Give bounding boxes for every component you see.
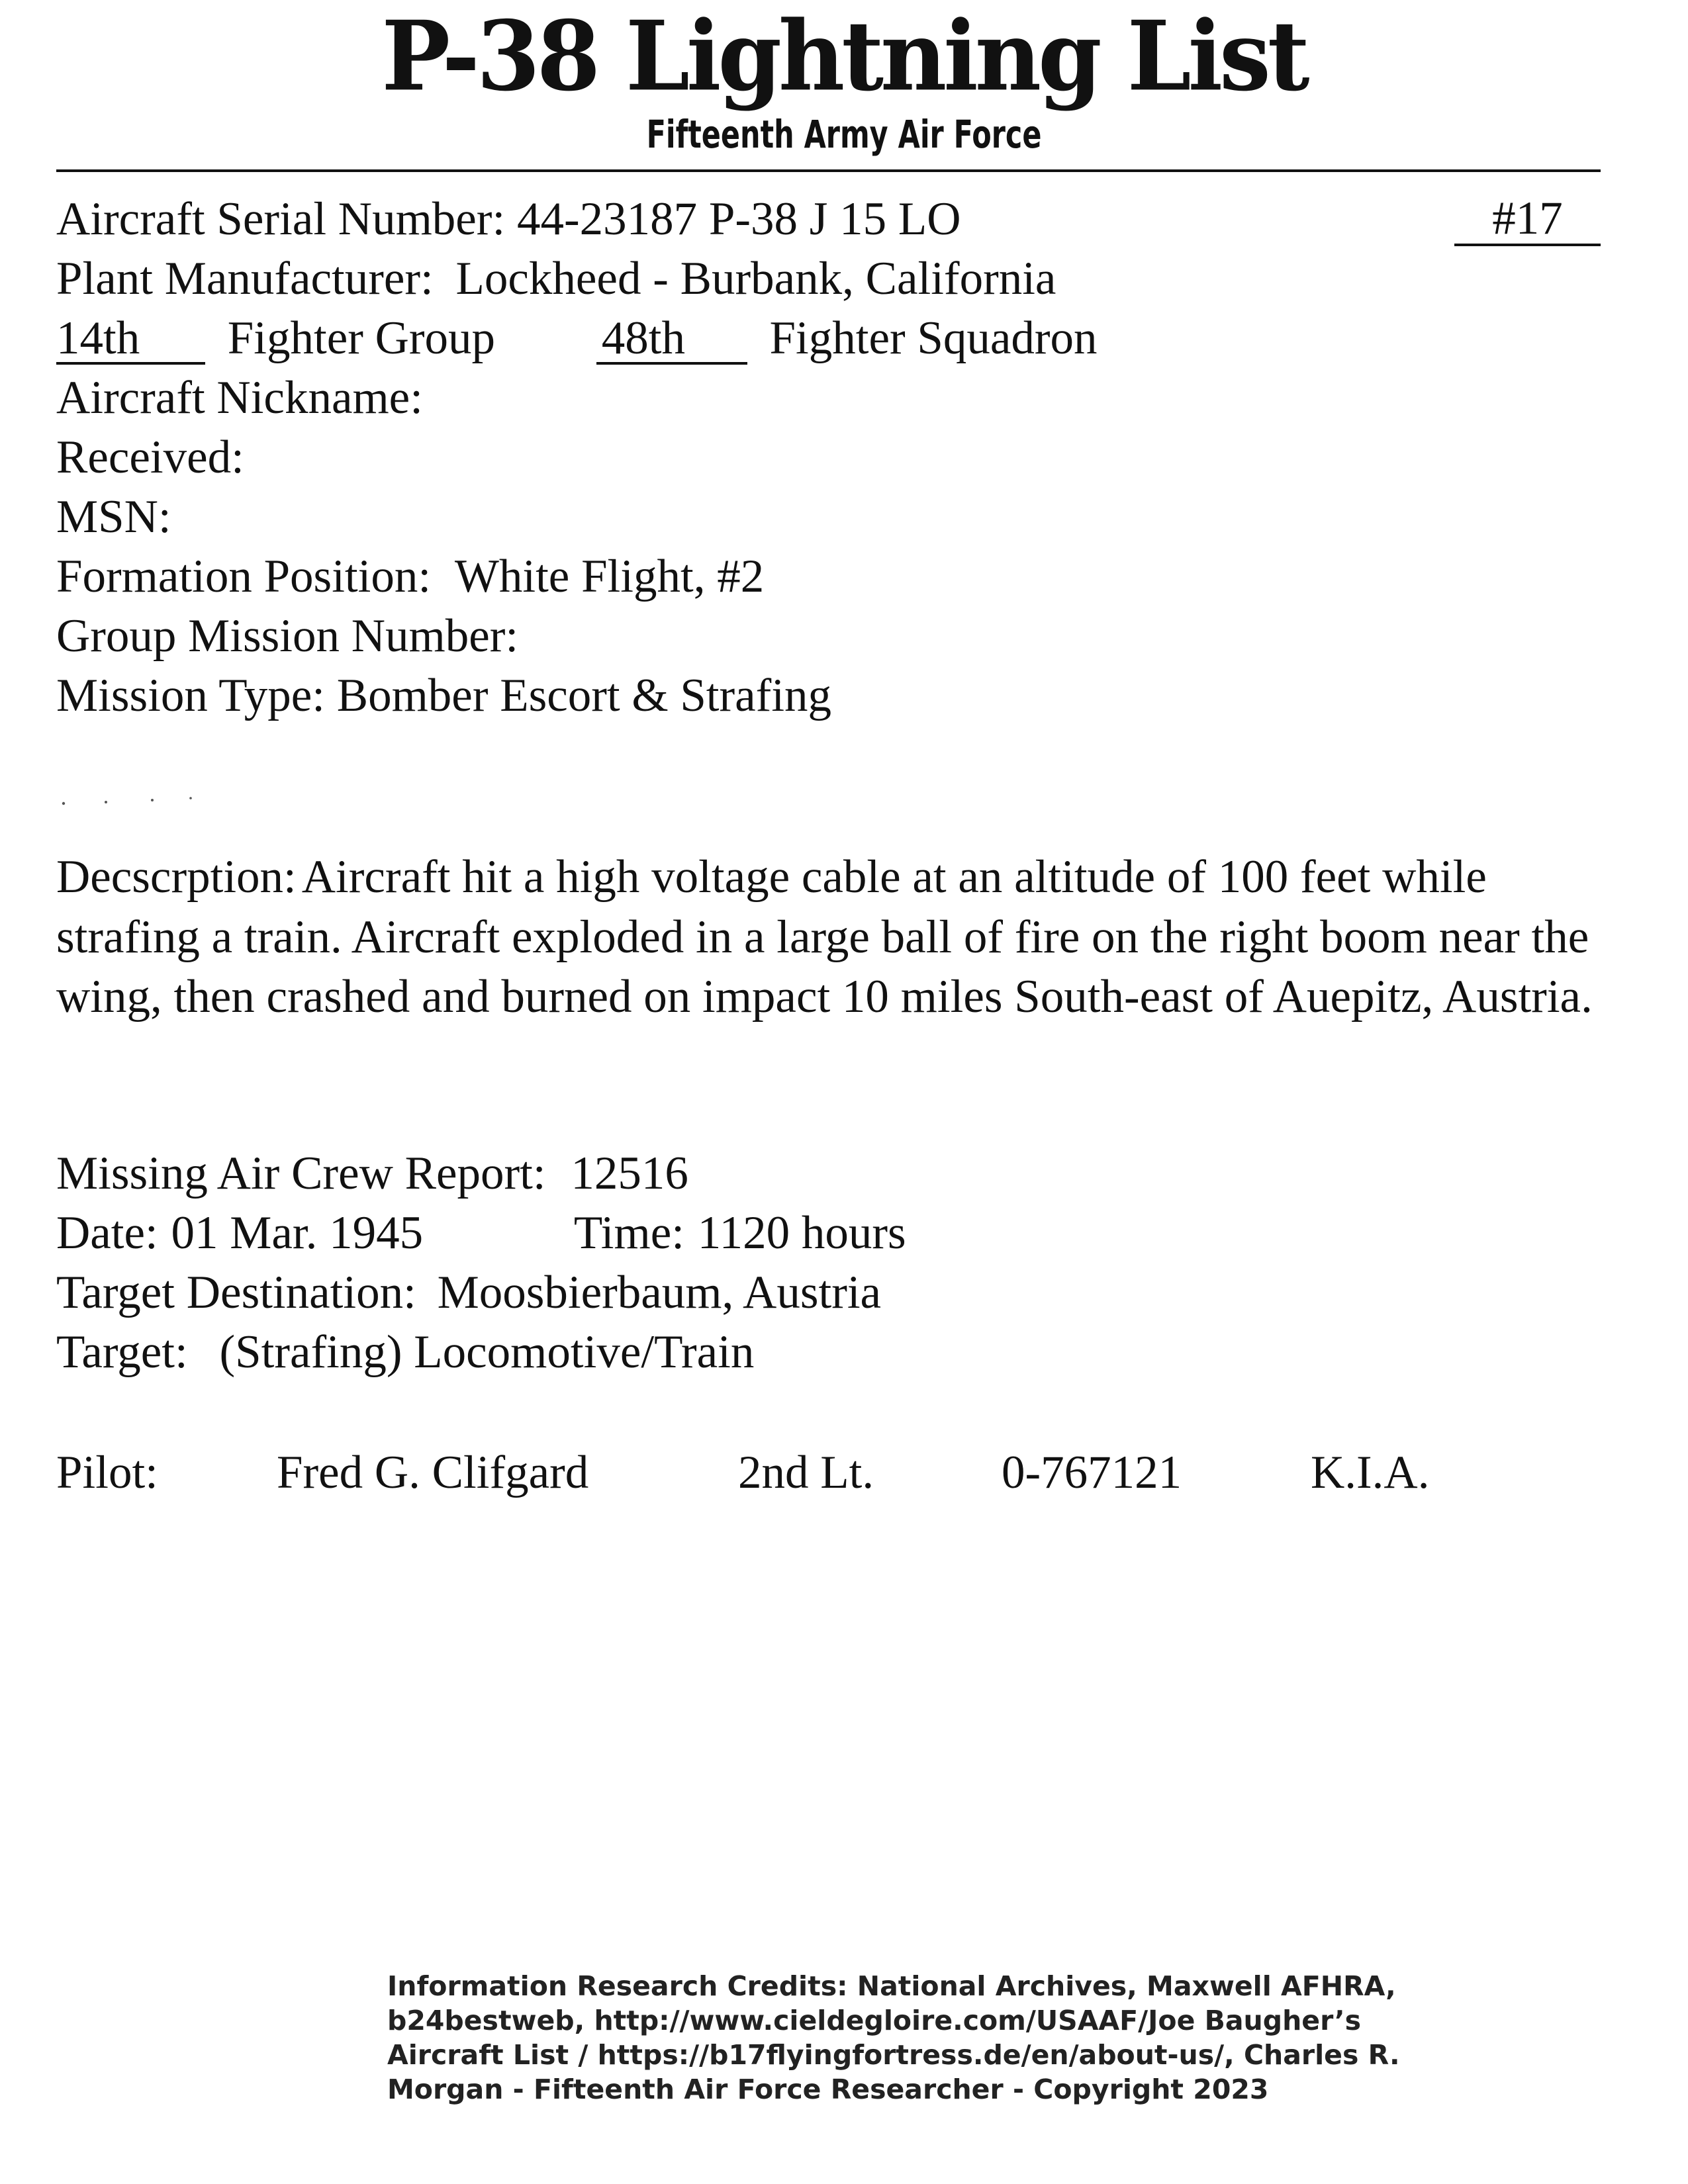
target-value: (Strafing) Locomotive/Train (219, 1326, 755, 1378)
list-number: #17 (1454, 195, 1601, 246)
description-label: Decscrption: (56, 851, 297, 903)
formation-label: Formation Position: (56, 551, 432, 602)
macr-label: Missing Air Crew Report: (56, 1148, 546, 1199)
mission-type-value: Bomber Escort & Strafing (336, 670, 832, 721)
credits-line-2: b24bestweb, http://www.cieldegloire.com/USAAF/Joe Baugher’s (387, 2005, 1362, 2036)
header-divider (56, 169, 1601, 172)
msn-row (56, 491, 171, 543)
serial-label: Aircraft Serial Number: (56, 193, 506, 245)
fighter-squadron-label: Fighter Squadron (769, 312, 1098, 364)
manufacturer-value: Lockheed - Burbank, California (455, 253, 1056, 304)
destination-label: Target Destination: (56, 1267, 416, 1318)
manufacturer-label: Plant Manufacturer: (56, 253, 434, 304)
description-text: Aircraft hit a high voltage cable at an altitude of 100 feet while strafing a train. Aircraft exploded in a large ball of fire on the right boom near the wing, then crashed and burned on impact 10 miles South-east of Auepitz, Austria. (56, 851, 1593, 1023)
nickname-row (56, 372, 423, 424)
date-label: Date: (56, 1207, 158, 1259)
macr-row (56, 1150, 688, 1197)
description-block (56, 847, 1605, 1027)
nickname-label: Aircraft Nickname: (56, 372, 423, 424)
received-row (56, 434, 244, 481)
pilot-rank: 2nd Lt. (738, 1447, 874, 1498)
fighter-group-label: Fighter Group (227, 312, 496, 364)
page-subtitle: Fifteenth Army Air Force (646, 112, 1042, 157)
pilot-service-number: 0-767121 (1002, 1447, 1182, 1498)
destination-row (56, 1269, 881, 1316)
page-title: P-38 Lightning List (381, 0, 1307, 113)
fighter-group-value: 14th (56, 315, 205, 365)
time-label: Time: (573, 1207, 684, 1259)
group-mission-label: Group Mission Number: (56, 610, 519, 662)
fighter-squadron-value: 48th (596, 315, 747, 365)
pilot-label: Pilot: (56, 1447, 158, 1498)
manufacturer-row (56, 255, 1056, 302)
destination-value: Moosbierbaum, Austria (437, 1267, 882, 1318)
scan-specks (60, 794, 205, 807)
formation-row (56, 553, 764, 600)
research-credits (387, 1969, 1400, 2107)
date-value: 01 Mar. 1945 (171, 1207, 424, 1259)
target-row (56, 1326, 755, 1378)
formation-value: White Flight, #2 (454, 551, 765, 602)
group-mission-row (56, 610, 519, 662)
date-time-row (56, 1207, 906, 1259)
pilot-name: Fred G. Clifgard (277, 1447, 589, 1498)
credits-line-3: Aircraft List / https://b17flyingfortress.de/en/about-us/, Charles R. (387, 2039, 1400, 2071)
unit-row (56, 312, 1098, 365)
mission-type-label: Mission Type: (56, 670, 325, 721)
credits-line-1: Information Research Credits: National Archives, Maxwell AFHRA, (387, 1970, 1396, 2002)
received-label: Received: (56, 432, 244, 483)
serial-row (56, 193, 961, 245)
time-value: 1120 hours (697, 1207, 906, 1259)
credits-line-4: Morgan - Fifteenth Air Force Researcher - Copyright 2023 (387, 2073, 1269, 2105)
pilot-status: K.I.A. (1311, 1447, 1430, 1498)
serial-value: 44-23187 P-38 J 15 LO (516, 193, 961, 245)
target-label: Target: (56, 1326, 188, 1378)
macr-value: 12516 (571, 1148, 688, 1199)
msn-label: MSN: (56, 491, 171, 543)
mission-type-row (56, 672, 831, 719)
